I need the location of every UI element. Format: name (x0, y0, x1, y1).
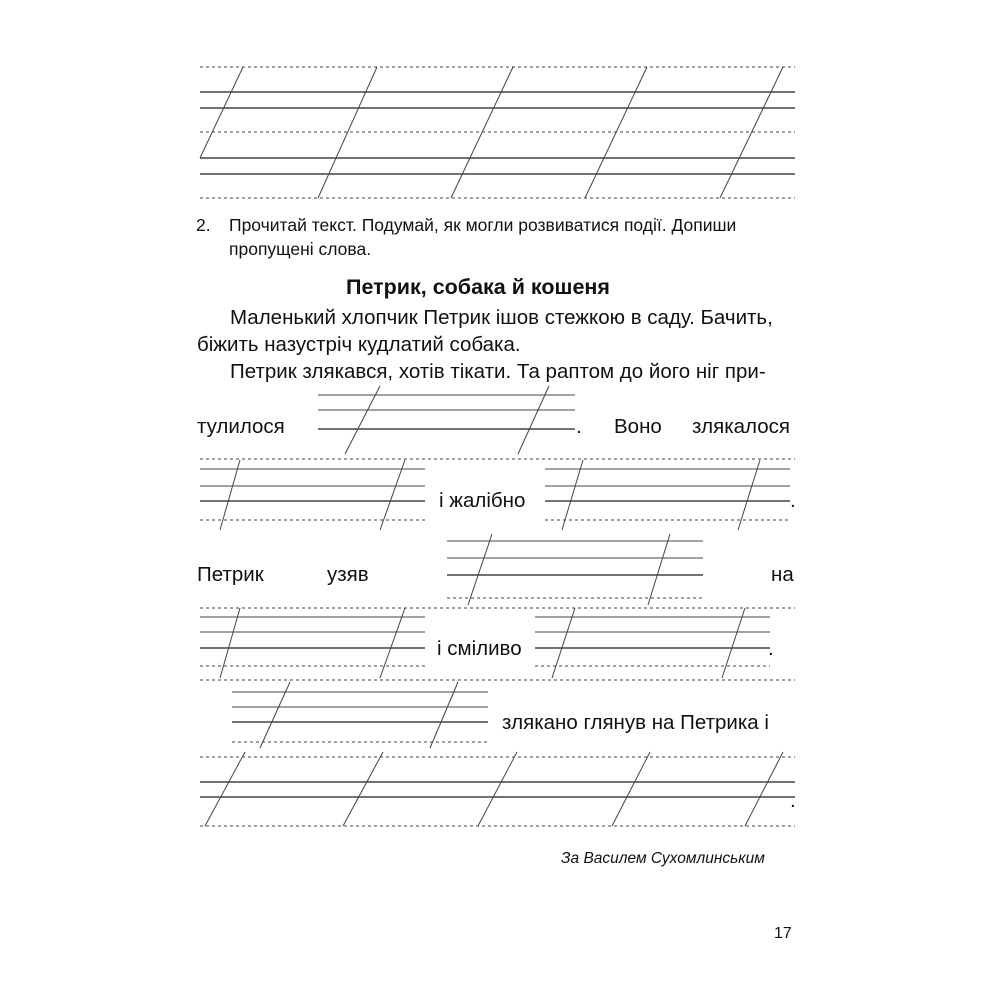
slant-line-12 (205, 752, 245, 826)
word-petryk: Петрик (197, 563, 264, 586)
slant-line-9 (722, 608, 745, 678)
slant-line-1 (200, 67, 243, 158)
slant-line-12 (612, 752, 650, 826)
sentence-dot-4: . (790, 789, 796, 812)
page-number: 17 (774, 925, 792, 942)
slant-line-6 (468, 534, 492, 605)
task-number: 2. (196, 215, 211, 235)
word-vono: Воно (614, 415, 662, 438)
story-paragraph-1-line-2: біжить назустріч кудлатий собака. (197, 333, 521, 356)
slant-line-2 (518, 386, 549, 454)
slant-line-2 (345, 386, 380, 454)
slant-line-8 (380, 608, 405, 678)
author-credit: За Василем Сухомлинським (561, 850, 765, 867)
slant-line-9 (552, 608, 575, 678)
task-text-line-2: пропущені слова. (229, 239, 372, 259)
word-zliakalosia: злякалося (692, 415, 790, 438)
word-na: на (771, 563, 794, 586)
word-uziav: узяв (327, 563, 369, 586)
word-i-zhalibno: і жалібно (439, 489, 526, 512)
word-tulylosia: тулилося (197, 415, 285, 438)
word-i-smilyvo: і сміливо (437, 637, 522, 660)
story-paragraph-1-line-1: Маленький хлопчик Петрик ішов стежкою в саду. Бачить, (230, 306, 773, 329)
slant-line-5 (562, 460, 583, 530)
sentence-dot-2: . (790, 489, 796, 512)
slant-line-12 (745, 752, 783, 826)
slant-line-1 (585, 67, 647, 198)
phrase-zliakano-hlianuv: злякано глянув на Петрика і (502, 711, 769, 734)
slant-line-8 (220, 608, 240, 678)
story-title: Петрик, собака й кошеня (346, 275, 610, 299)
task-text-line-1: Прочитай текст. Подумай, як могли розвиватися події. Допиши (229, 215, 737, 235)
sentence-dot-1: . (576, 415, 582, 438)
sentence-dot-3: . (768, 637, 774, 660)
slant-line-12 (478, 752, 517, 826)
slant-line-12 (343, 752, 383, 826)
slant-line-6 (648, 534, 670, 605)
story-paragraph-2-line-1: Петрик злякався, хотів тікати. Та раптом до його ніг при- (230, 360, 766, 383)
